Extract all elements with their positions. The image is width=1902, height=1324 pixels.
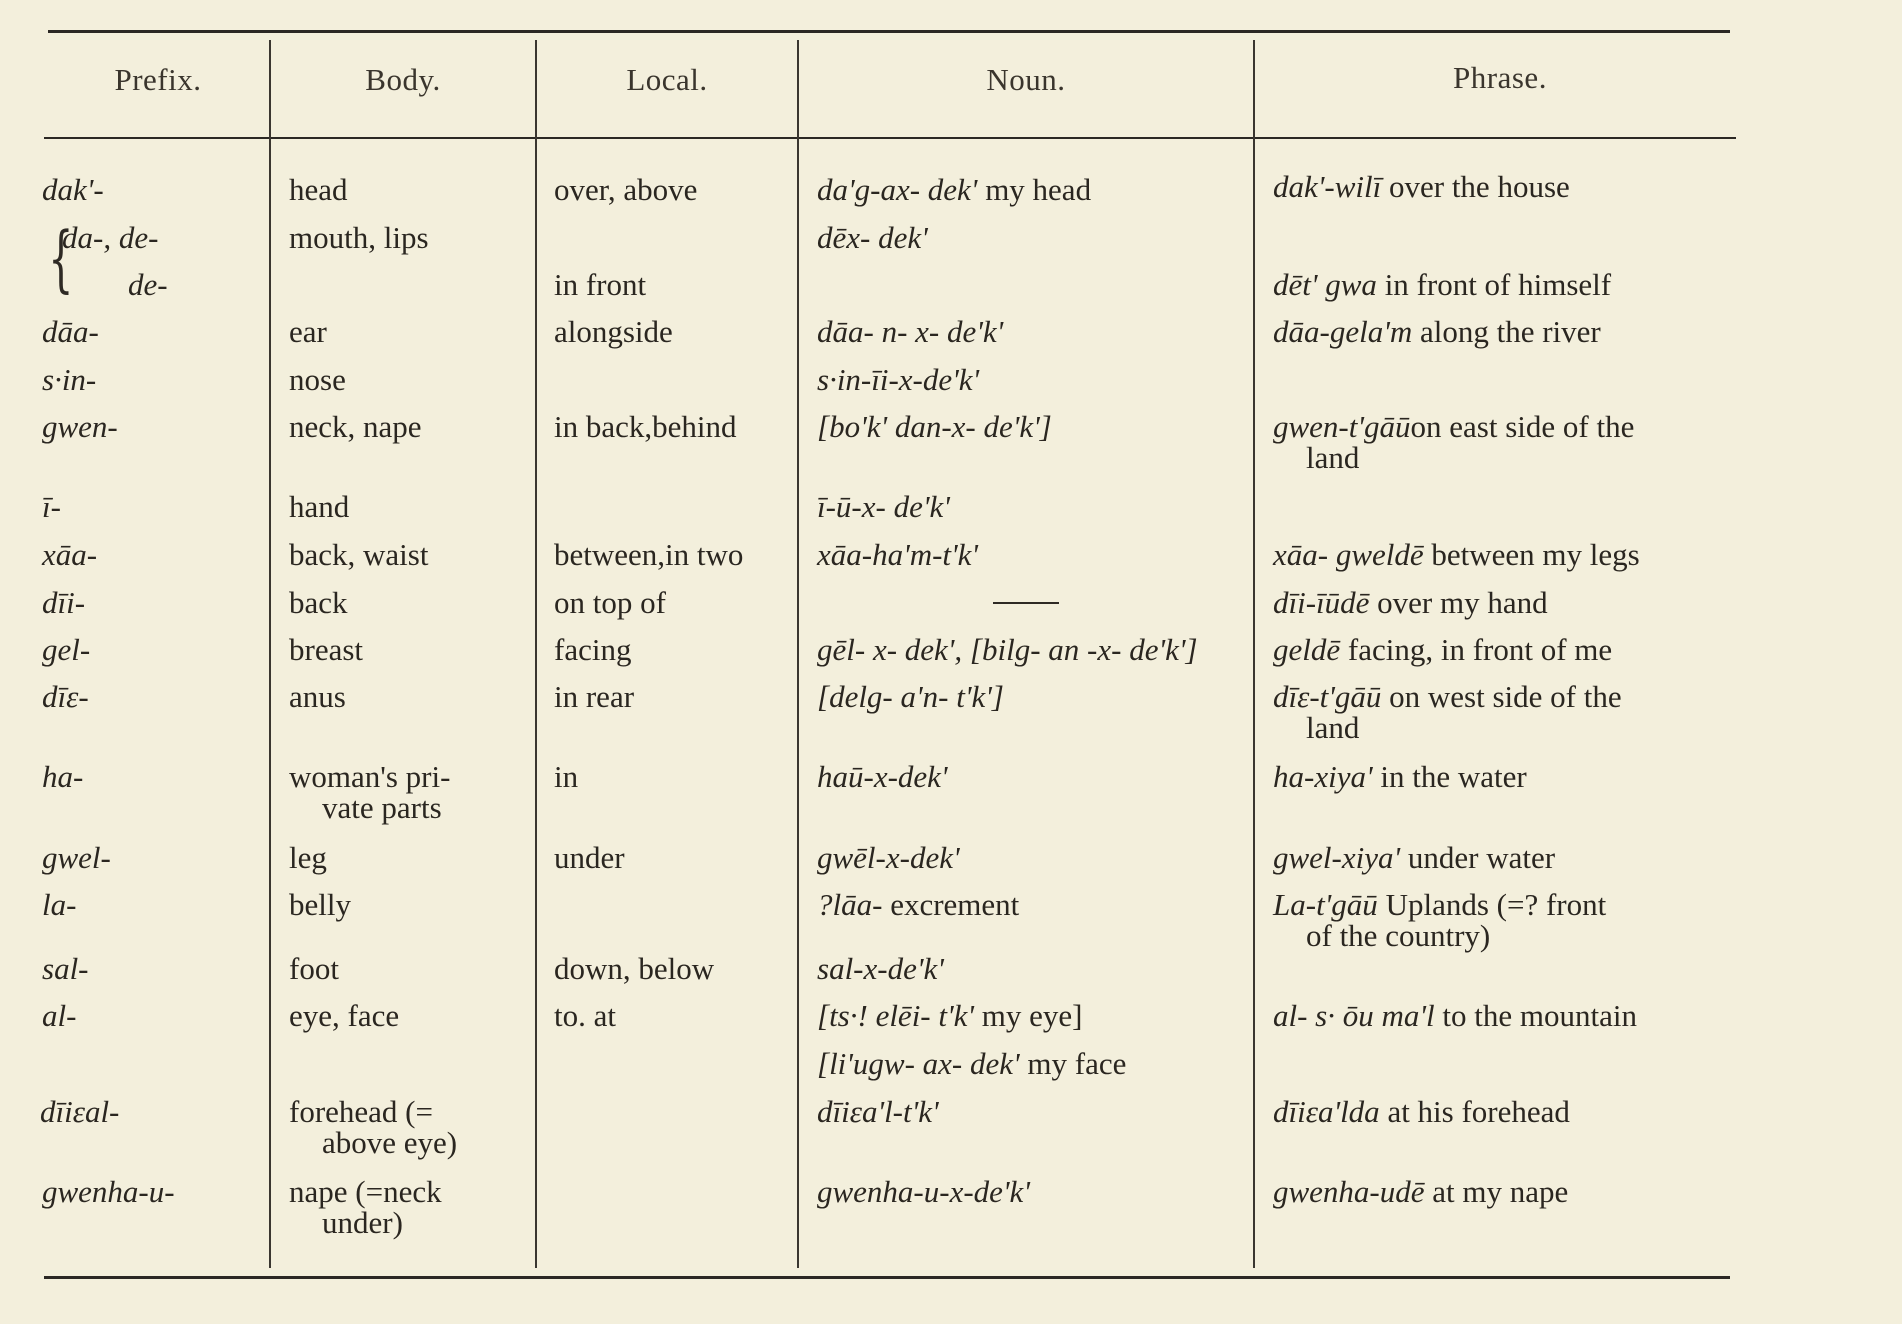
header-noun: Noun. [986,62,1066,97]
body-text-cont: under) [322,1205,403,1240]
column-divider-4 [1253,40,1255,1268]
noun-cell [817,491,950,522]
phrase-gloss: facing, in front of me [1340,632,1613,667]
noun-form: [ts·! elēi- t'k' [817,998,975,1033]
local-text: on top of [554,585,666,620]
local-cell [554,316,673,347]
noun-cell [817,1048,1126,1079]
body-cell [289,634,363,665]
local-cell [554,1000,616,1031]
noun-cell [817,1176,1030,1207]
noun-cell [817,889,1019,920]
local-text: between,in two [554,537,744,572]
phrase-cell-cont [1306,920,1490,951]
prefix-text: dīi- [42,585,86,620]
local-text: in [554,759,579,794]
phrase-gloss: on east side of the [1410,409,1635,444]
phrase-cell [1273,269,1611,300]
local-text: in back,behind [554,409,737,444]
body-cell-cont [322,1207,403,1238]
noun-gloss: excrement [882,887,1020,922]
phrase-form: dīi-īūdē [1273,585,1370,620]
body-cell [289,491,349,522]
local-text: under [554,840,625,875]
prefix-cell [42,1000,76,1031]
phrase-cell [1273,539,1640,570]
body-cell [289,316,327,347]
prefix-text: gwenha-u- [42,1174,175,1209]
prefix-cell [42,174,104,205]
prefix-text: al- [42,998,77,1033]
local-text: in rear [554,679,635,714]
noun-cell [817,761,948,792]
local-cell [554,953,714,984]
noun-form: haū-x-dek' [817,759,948,794]
phrase-gloss: at his forehead [1379,1094,1570,1129]
prefix-cell [42,539,97,570]
prefix-cell [62,222,158,253]
prefix-cell [42,1176,175,1207]
prefix-text: gel- [42,632,91,667]
noun-cell [817,953,944,984]
body-text: forehead (= [289,1094,433,1129]
noun-cell [817,364,979,395]
phrase-gloss: along the river [1412,314,1601,349]
body-text: eye, face [289,998,400,1033]
body-text: foot [289,951,339,986]
body-cell [289,1176,442,1207]
phrase-cell [1273,1000,1637,1031]
body-text: head [289,172,348,207]
phrase-gloss: over the house [1381,169,1570,204]
noun-cell [817,316,1003,347]
prefix-text: dīiεal- [40,1094,120,1129]
local-text: in front [554,267,647,302]
noun-gloss: my eye] [974,998,1083,1033]
phrase-gloss: under water [1400,840,1556,875]
noun-cell [817,634,1198,665]
body-cell [289,411,422,442]
phrase-gloss-cont: of the country) [1306,918,1491,953]
local-cell [554,842,625,873]
body-text: mouth, lips [289,220,429,255]
local-text: over, above [554,172,698,207]
prefix-cell [42,491,61,522]
noun-dash [993,602,1059,604]
phrase-cell [1273,1176,1568,1207]
phrase-form: dēt' gwa [1273,267,1377,302]
noun-form: s·in-īi-x-de'k' [817,362,980,397]
noun-form: ī-ū-x- de'k' [817,489,950,524]
body-text-cont: above eye) [322,1125,458,1160]
prefix-text: de- [128,267,168,302]
prefix-text: da-, de- [62,220,159,255]
body-text-cont: vate parts [322,790,442,825]
local-text: facing [554,632,632,667]
local-text: down, below [554,951,715,986]
phrase-form: La-t'gāū [1273,887,1378,922]
body-text: hand [289,489,350,524]
noun-form: gēl- x- dek', [bilg- an -x- de'k'] [817,632,1198,667]
phrase-cell [1273,411,1634,442]
phrase-cell [1273,587,1548,618]
prefix-cell [42,634,90,665]
phrase-form: dak'-wilī [1273,169,1382,204]
body-cell [289,174,348,205]
phrase-form: ha-xiya' [1273,759,1373,794]
prefix-cell [42,587,85,618]
phrase-gloss-cont: land [1306,440,1360,475]
phrase-cell [1273,889,1606,920]
phrase-gloss: over my hand [1369,585,1548,620]
prefix-text: dak'- [42,172,104,207]
noun-form: gwenha-u-x-de'k' [817,1174,1030,1209]
body-cell [289,953,339,984]
body-text: anus [289,679,346,714]
header-phrase: Phrase. [1453,60,1547,95]
phrase-gloss: at my nape [1424,1174,1569,1209]
header-rule [44,137,1736,139]
phrase-cell [1273,634,1612,665]
body-cell [289,364,346,395]
prefix-cell [42,889,76,920]
phrase-form: dīε-t'gāū [1273,679,1382,714]
phrase-cell [1273,1096,1570,1127]
phrase-form: geldē [1273,632,1341,667]
body-cell [289,587,348,618]
prefix-text: dāa- [42,314,99,349]
body-cell-cont [322,792,442,823]
local-cell [554,587,666,618]
prefix-text: sal- [42,951,89,986]
local-cell [554,174,697,205]
phrase-gloss: Uplands (=? front [1377,887,1607,922]
body-text: belly [289,887,351,922]
local-cell [554,539,743,570]
phrase-cell [1273,842,1555,873]
phrase-cell-cont [1306,442,1359,473]
noun-form: ?lāa- [817,887,883,922]
noun-form: dīiεa'l-t'k' [817,1094,939,1129]
body-text: neck, nape [289,409,422,444]
noun-form: gwēl-x-dek' [817,840,960,875]
body-cell [289,539,428,570]
phrase-gloss: in the water [1372,759,1527,794]
noun-gloss: my face [1019,1046,1127,1081]
phrase-form: gwenha-udē [1273,1174,1425,1209]
phrase-form: dāa-gela'm [1273,314,1413,349]
top-rule [48,30,1730,33]
local-cell [554,634,631,665]
body-text: nape (=neck [289,1174,442,1209]
prefix-cell [40,1096,119,1127]
phrase-form: xāa- gweldē [1273,537,1424,572]
body-text: leg [289,840,327,875]
noun-form: dēx- dek' [817,220,928,255]
prefix-cell [42,681,89,712]
prefix-text: ha- [42,759,84,794]
phrase-form: dīiεa'lda [1273,1094,1380,1129]
prefix-cell [42,953,89,984]
header-body: Body. [365,62,441,97]
header-prefix: Prefix. [114,62,202,97]
prefix-cell [42,842,111,873]
phrase-form: gwel-xiya' [1273,840,1401,875]
prefix-text: s·in- [42,362,97,397]
prefix-cell [128,269,168,300]
body-cell [289,222,429,253]
noun-form: xāa-ha'm-t'k' [817,537,979,572]
noun-form: da'g-ax- dek' [817,172,978,207]
body-cell [289,761,450,792]
prefix-text: dīε- [42,679,89,714]
local-cell [554,411,737,442]
noun-form: sal-x-de'k' [817,951,944,986]
brace-glyph: { [48,216,74,300]
body-text: nose [289,362,346,397]
noun-gloss: my head [977,172,1092,207]
prefix-text: xāa- [42,537,98,572]
phrase-cell-cont [1306,712,1359,743]
body-cell [289,889,351,920]
body-cell-cont [322,1127,457,1158]
noun-cell [817,842,960,873]
body-cell [289,1096,433,1127]
noun-cell [817,411,1052,442]
prefix-text: ī- [42,489,61,524]
local-text: alongside [554,314,673,349]
body-text: breast [289,632,364,667]
prefix-cell [42,364,96,395]
body-cell [289,842,327,873]
phrase-cell [1273,761,1527,792]
phrase-cell [1273,171,1570,202]
noun-form: [delg- a'n- t'k'] [817,679,1004,714]
phrase-gloss: in front of himself [1376,267,1612,302]
local-cell [554,681,634,712]
prefix-cell [42,761,83,792]
local-cell [554,269,646,300]
phrase-gloss: to the mountain [1434,998,1637,1033]
body-cell [289,681,346,712]
prefix-text: gwel- [42,840,111,875]
body-text: back [289,585,348,620]
noun-cell [817,539,978,570]
phrase-gloss: between my legs [1423,537,1640,572]
header-local: Local. [626,62,708,97]
phrase-form: gwen-t'gāū [1273,409,1411,444]
phrase-cell [1273,316,1601,347]
body-text: woman's pri- [289,759,451,794]
phrase-gloss-cont: land [1306,710,1360,745]
body-cell [289,1000,399,1031]
column-divider-2 [535,40,537,1268]
prefix-cell [42,316,99,347]
prefix-cell [42,411,118,442]
local-text: to. at [554,998,616,1033]
noun-cell [817,1096,939,1127]
noun-form: [li'ugw- ax- dek' [817,1046,1020,1081]
prefix-text: la- [42,887,77,922]
noun-form: dāa- n- x- de'k' [817,314,1004,349]
column-divider-3 [797,40,799,1268]
noun-cell [817,1000,1082,1031]
body-text: back, waist [289,537,429,572]
column-divider-1 [269,40,271,1268]
noun-cell [817,222,928,253]
phrase-gloss: on west side of the [1381,679,1622,714]
noun-cell [817,681,1004,712]
prefix-text: gwen- [42,409,118,444]
noun-form: [bo'k' dan-x- de'k'] [817,409,1052,444]
body-text: ear [289,314,327,349]
local-cell [554,761,578,792]
phrase-form: al- s· ōu ma'l [1273,998,1435,1033]
phrase-cell [1273,681,1622,712]
noun-cell [817,174,1091,205]
bottom-rule [44,1276,1730,1279]
